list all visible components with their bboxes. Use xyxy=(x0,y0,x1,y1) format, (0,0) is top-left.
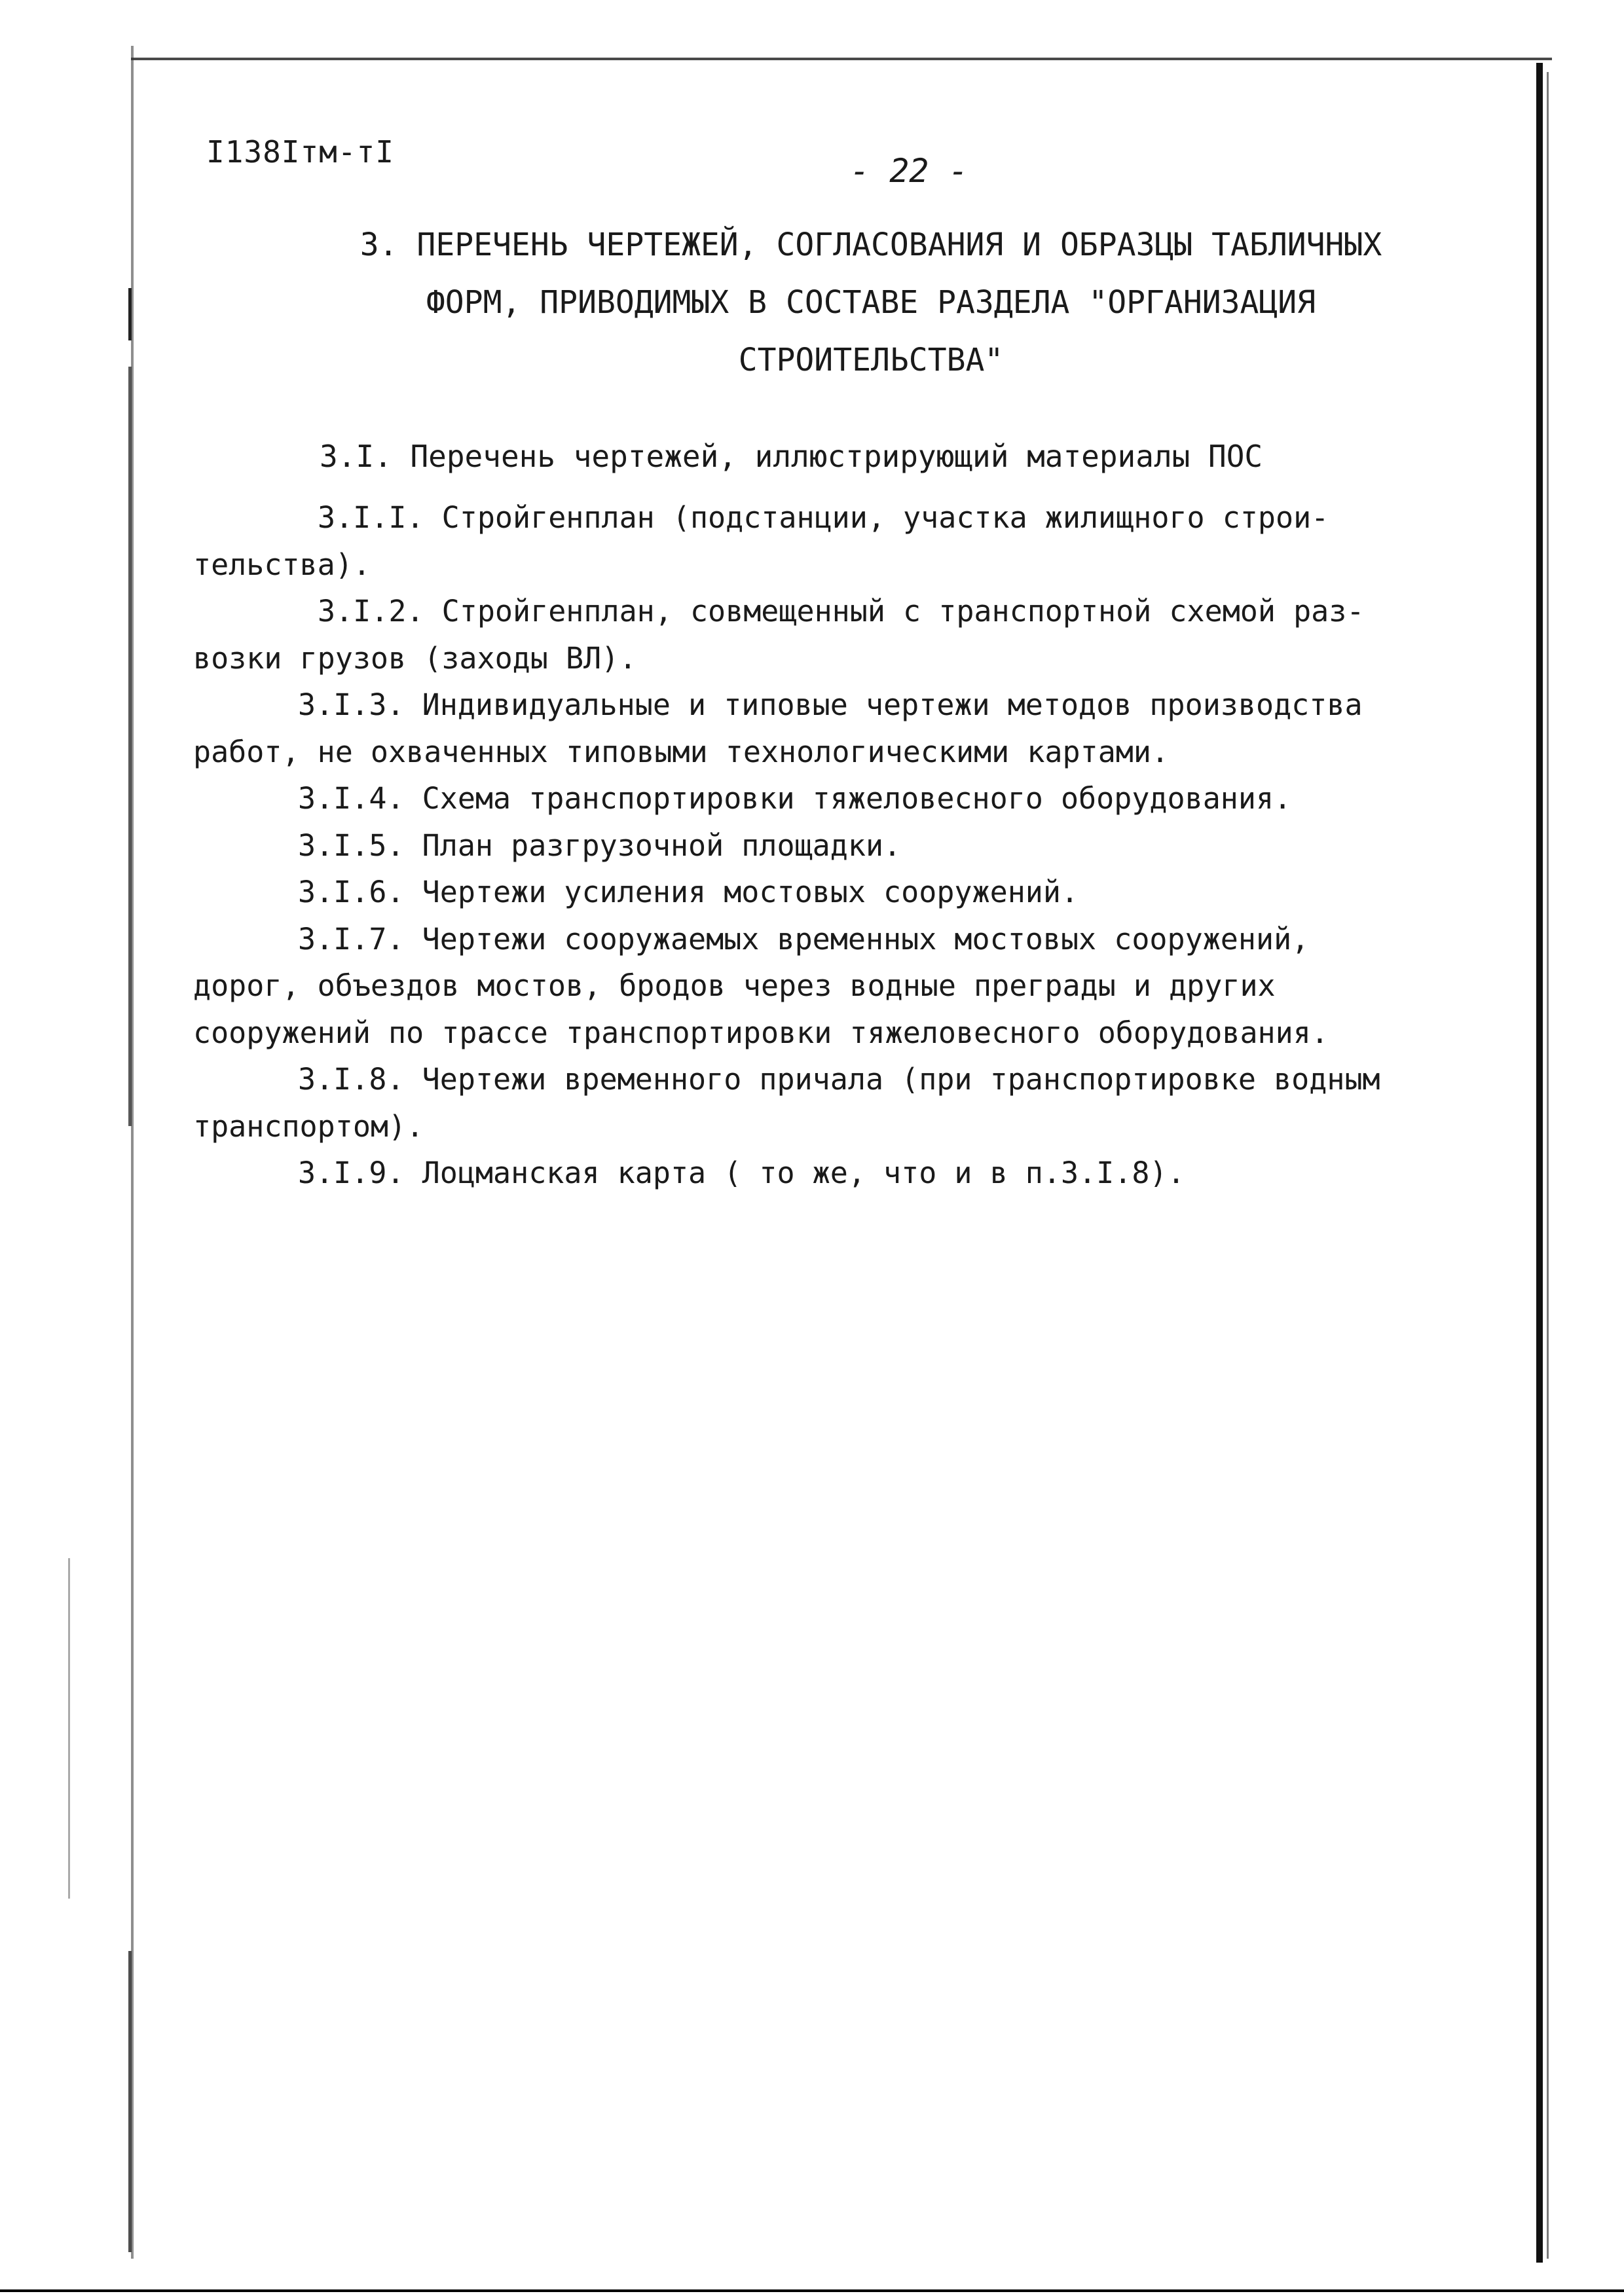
list-item-line: 3.I.8. Чертежи временного причала (при транспортировке водным xyxy=(298,1062,1380,1097)
page-title xyxy=(288,216,1454,389)
list-item xyxy=(193,588,1516,682)
list-item-line: 3.I.5. План разгрузочной площадки. xyxy=(298,828,902,863)
list-item-line: возки грузов (заходы ВЛ). xyxy=(193,640,637,676)
list-item-line: транспортом). xyxy=(193,1108,424,1144)
scan-mark-left xyxy=(128,288,132,340)
page-number: - 22 - xyxy=(850,152,969,190)
drawing-list xyxy=(193,494,1516,1197)
title-line: 3. ПЕРЕЧЕНЬ ЧЕРТЕЖЕЙ, СОГЛАСОВАНИЯ И ОБРАЗЦЫ ТАБЛИЧНЫХ xyxy=(360,227,1382,263)
list-item-line: 3.I.2. Стройгенплан, совмещенный с транспортной схемой раз- xyxy=(318,594,1365,629)
scan-mark-left-outer xyxy=(68,1558,70,1899)
scan-frame-right xyxy=(1536,63,1543,2263)
list-item-line: 3.I.I. Стройгенплан (подстанции, участка жилищного строи- xyxy=(318,500,1329,535)
list-item xyxy=(193,869,1516,916)
list-item-line: 3.I.6. Чертежи усиления мостовых сооружений. xyxy=(298,875,1079,909)
title-line: ФОРМ, ПРИВОДИМЫХ В СОСТАВЕ РАЗДЕЛА "ОРГАНИЗАЦИЯ xyxy=(426,284,1316,321)
list-item-line: тельства). xyxy=(193,547,371,582)
list-item-line: 3.I.4. Схема транспортировки тяжеловесного оборудования. xyxy=(298,781,1292,816)
document-code: I138Iтм-тI xyxy=(206,134,394,170)
list-item xyxy=(193,494,1516,588)
list-item xyxy=(193,775,1516,822)
list-item xyxy=(193,916,1516,1057)
list-item-line: 3.I.3. Индивидуальные и типовые чертежи методов производства xyxy=(298,687,1363,722)
scan-frame-bottom xyxy=(0,2289,1624,2292)
scan-mark-left xyxy=(128,1951,132,2252)
list-item xyxy=(193,822,1516,869)
list-item-line: дорог, объездов мостов, бродов через водные преграды и других xyxy=(193,968,1276,1003)
list-item-line: работ, не охваченных типовыми технологическими картами. xyxy=(193,734,1170,769)
list-item-line: 3.I.9. Лоцманская карта ( то же, что и в п.3.I.8). xyxy=(298,1156,1185,1190)
scan-frame-right-inner xyxy=(1547,72,1549,2259)
scan-mark-left xyxy=(128,367,132,1126)
list-item-line: 3.I.7. Чертежи сооружаемых временных мостовых сооружений, xyxy=(298,921,1310,957)
scan-frame-top xyxy=(131,58,1552,60)
section-heading: 3.I. Перечень чертежей, иллюстрирующий материалы ПОС xyxy=(320,439,1263,474)
list-item xyxy=(193,682,1516,775)
list-item xyxy=(193,1056,1516,1150)
list-item-line: сооружений по трассе транспортировки тяжеловесного оборудования. xyxy=(193,1015,1329,1050)
list-item xyxy=(193,1150,1516,1197)
title-line: СТРОИТЕЛЬСТВА" xyxy=(738,342,1004,378)
